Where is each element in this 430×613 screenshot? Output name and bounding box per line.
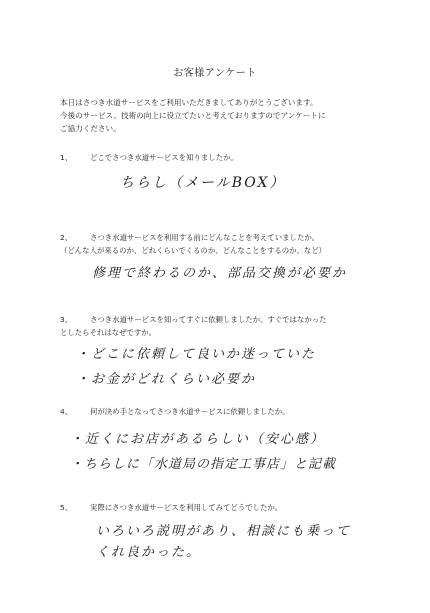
question-text	[90, 406, 400, 419]
question-number: 1、	[60, 153, 73, 162]
question-line: 実際にさつき水道サービスを利用してみてどうでしたか。	[90, 503, 283, 512]
answer-2-line-1: 修理で終わるのか、部品交換が必要か	[92, 266, 348, 281]
question-number: 3、	[60, 315, 73, 324]
question-2	[60, 232, 400, 257]
question-line: どこでさつき水道サービスを知りましたか。	[90, 153, 238, 162]
question-line: さつき水道サービスを利用する前にどんなことを考えていましたか。	[90, 233, 320, 242]
question-text	[90, 502, 400, 515]
question-line: （どんな人が来るのか、どれくらいでくるのか、どんなことをするのか、など）	[60, 245, 327, 255]
question-1	[60, 152, 400, 165]
question-line: さつき水道サービスを知ってすぐに依頼しましたか。すぐではなかった	[90, 315, 327, 324]
answer-4-line-2: ・ちらしに「水道局の指定工事店」と記載	[70, 457, 337, 472]
question-text	[60, 232, 400, 257]
question-line: 何が決め手となってさつき水道サービスに依頼しましたか。	[90, 407, 290, 416]
question-number: 5、	[60, 503, 73, 512]
page-title: お客様アンケート	[173, 68, 257, 79]
answer-5-line-2: くれ良かった。	[96, 545, 202, 560]
intro-line: ご協力ください。	[60, 124, 121, 133]
question-text	[90, 152, 400, 165]
question-5	[60, 502, 400, 515]
question-number: 2、	[60, 233, 73, 242]
question-text	[60, 314, 400, 339]
answer-3-line-2: ・お金がどれくらい必要か	[76, 372, 257, 387]
question-3	[60, 314, 400, 339]
question-line: としたらそれはなぜですか。	[60, 327, 157, 337]
answer-4-line-1: ・近くにお店があるらしい（安心感）	[70, 432, 326, 447]
question-4	[60, 406, 400, 419]
answer-1-line-1: ちらし（メールBOX）	[120, 175, 286, 191]
answer-3-line-1: ・どこに依頼して良いか迷っていた	[76, 347, 317, 362]
question-number: 4、	[60, 407, 73, 416]
intro-line: 今後のサービス、技術の向上に役立てたいと考えておりますのでアンケートに	[60, 111, 326, 120]
answer-5-line-1: いろいろ説明があり、相談にも乗って	[96, 524, 352, 539]
intro-line: 本日はさつき水道サービスをご利用いただきましてありがとうございます。	[60, 98, 318, 107]
intro-text	[60, 96, 400, 135]
